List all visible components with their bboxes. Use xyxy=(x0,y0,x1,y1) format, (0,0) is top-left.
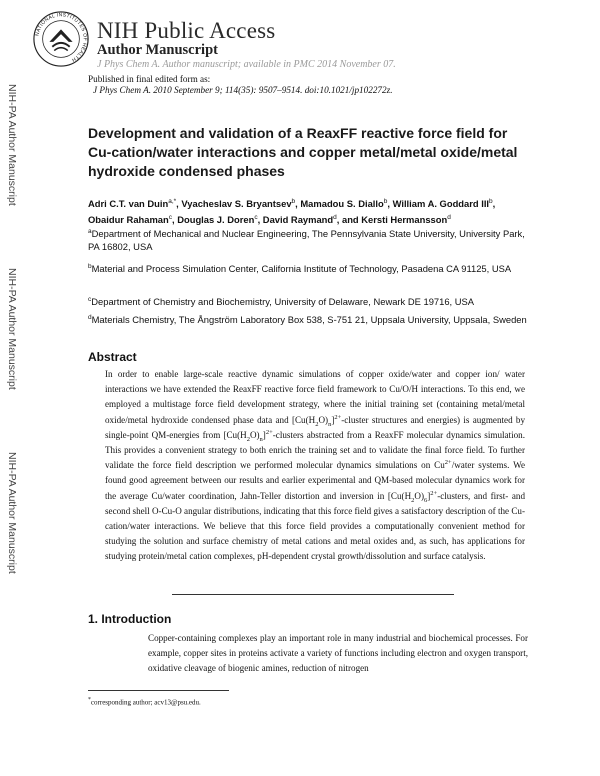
author: Adri C.T. van Duin$^{a,*}$, xyxy=(88,198,182,210)
side-label-top: NIH-PA Author Manuscript xyxy=(6,84,18,206)
availability-note: J Phys Chem A. Author manuscript; available in PMC 2014 November 07. xyxy=(97,59,396,70)
corresponding-author-footnote: *corresponding author; acv13@psu.edu. xyxy=(88,697,201,707)
affiliation-c: $^c$Department of Chemistry and Biochemistry, University of Delaware, Newark DE 19716, USA xyxy=(88,296,475,308)
author: Douglas J. Doren$^c$, xyxy=(177,214,263,226)
author: William A. Goddard III$^b$, xyxy=(392,198,496,210)
paper-title: Development and validation of a ReaxFF reactive force field for Cu-cation/water interactions and copper metal/metal oxide/metal hydroxide condensed phases xyxy=(88,125,518,179)
affiliation-a: $^a$Department of Mechanical and Nuclear Engineering, The Pennsylvania State University, University Park, PA 16802, USA xyxy=(88,228,525,253)
affiliation-b: $^b$Material and Process Simulation Center, California Institute of Technology, Pasadena CA 91125, USA xyxy=(88,263,512,275)
formula-cu-water-n: $[Cu(H_2O)_n]^{2+}$ xyxy=(223,428,273,443)
formula-cu-water-n: $[Cu(H_2O)_n]^{2+}$ xyxy=(291,413,342,428)
author: Vyacheslav S. Bryantsev$^b$, xyxy=(181,198,301,210)
author: Mamadou S. Diallo$^b$, xyxy=(300,198,393,210)
author: Obaidur Rahaman$^c$, xyxy=(88,214,178,226)
side-label-bottom: NIH-PA Author Manuscript xyxy=(6,452,18,574)
nih-seal-logo xyxy=(32,10,90,68)
abstract-body: In order to enable large-scale reactive dynamic simulations of copper oxide/water and copper ion/ water interactions we have extended the ReaxFF reactive force field framework to Cu/O/H interactions. To this end, we employed a multistage force field development strategy, where the initial training set (containing metal/metal oxide/metal hydroxide condensed phase data and $[Cu(H_2O)_n]^{2+}$-cluster structures and energies) is augmented by single-point QM-energies from $[Cu(H_2O)_n]^{2+}$-clusters abstracted from a ReaxFF molecular dynamics simulation. This provides a convenient strategy to both enrich the training set and to validate the final force field. To further validate the force field description we performed molecular dynamics simulations on $Cu^{2+}$/water systems. We found good agreement between our results and earlier experimental and QM-based molecular dynamics work for the average Cu/water coordination, Jahn-Teller distortion and inversion in $[Cu(H_2O)_6]^{2+}$-clusters, and first- and second shell O-Cu-O angular distributions, indicating that this force field gives a satisfactory description of the Cu-cation/water interactions. We believe that this force field provides a computationally convenient method for studying the solution and surface chemistry of metal cations and metal oxides and, as such, has applications for studying protein/metal cation complexes, pH-dependent crystal growth/dissolution and surface catalysis. xyxy=(105,369,526,562)
abstract-divider xyxy=(172,594,454,595)
author-manuscript-label: Author Manuscript xyxy=(97,42,218,58)
nih-public-access-title: NIH Public Access xyxy=(97,18,276,43)
footnote-divider xyxy=(88,690,229,691)
citation-text: J Phys Chem A. 2010 September 9; 114(35): 9507–9514. doi:10.1021/jp102272z. xyxy=(93,85,393,95)
abstract-heading: Abstract xyxy=(88,350,137,364)
author: David Raymand$^d$, and xyxy=(262,214,362,226)
formula-cu-water-6: $[Cu(H_2O)_6]^{2+}$ xyxy=(387,489,438,504)
published-label: Published in final edited form as: xyxy=(88,74,211,84)
citation-line xyxy=(93,85,393,95)
author-list xyxy=(88,195,528,227)
affiliation-d: $^d$Materials Chemistry, The Ångström Laboratory Box 538, S-751 21, Uppsala University, Uppsala, Sweden xyxy=(88,314,527,326)
side-label-middle: NIH-PA Author Manuscript xyxy=(6,268,18,390)
introduction-heading: 1. Introduction xyxy=(88,612,172,626)
logo-ring-text: NATIONAL INSTITUTES OF HEALTH xyxy=(34,12,88,63)
author: Kersti Hermansson$^d$ xyxy=(361,214,451,226)
introduction-body: Copper-containing complexes play an important role in many industrial and biochemical processes. For example, copper sites in proteins activate a variety of functions including electron and oxygen transport, oxidative cleavage of biogenic amines, reduction of nitrogen xyxy=(148,633,528,674)
